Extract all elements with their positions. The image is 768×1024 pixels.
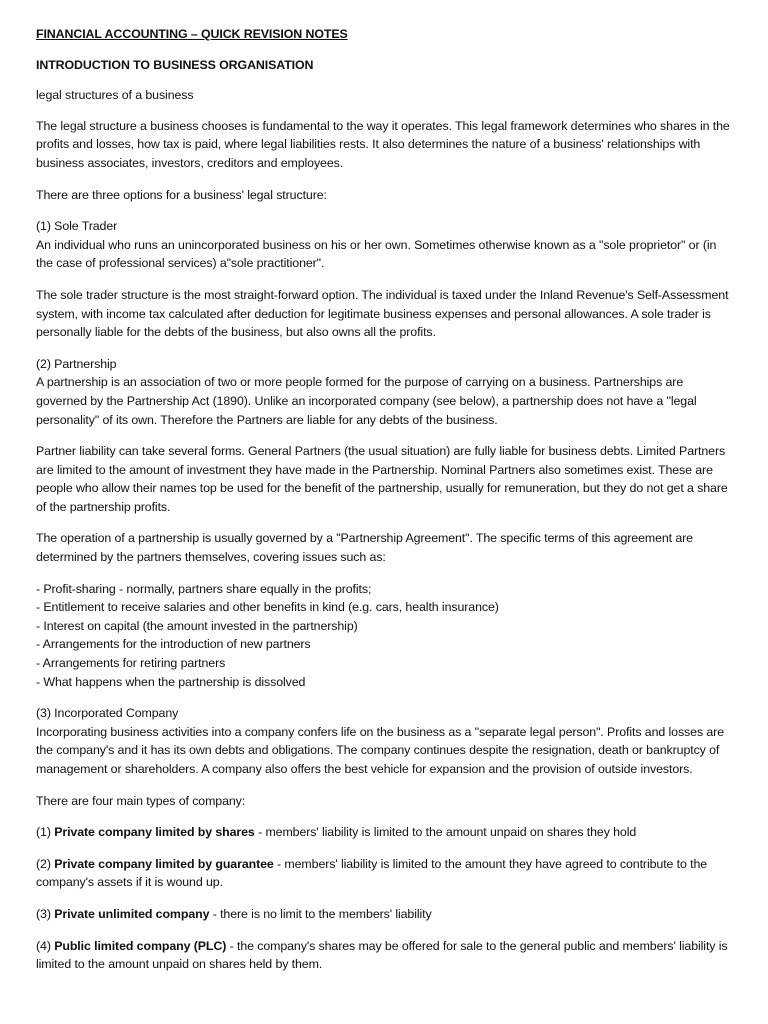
company-type-number: (4) [36,938,55,953]
partnership-heading: (2) Partnership [36,356,117,371]
list-item: - Entitlement to receive salaries and other benefits in kind (e.g. cars, health insurance) [36,600,499,615]
sole-trader-detail: The sole trader structure is the most straight-forward option. The individual is taxed under the Inland Revenue's Self-Assessment system, with income tax calculated after deduction for legitimate business expenses and personal allowances. A sole trader is personally liable for the debts of the business, but also owns all the profits. [36,287,729,340]
company-definition: Incorporating business activities into a company confers life on the business as a "separate legal person". Profits and losses are the company's and it has its own debts and obligations. The company continues despite the resignation, death or bankruptcy of management or shareholders. A company also offers the best vehicle for expansion and the provision of outside investors. [36,724,724,776]
section-heading: INTRODUCTION TO BUSINESS ORGANISATION [36,57,314,72]
company-type-name: Private unlimited company [54,906,210,921]
company-type-name: Public limited company (PLC) [54,938,227,953]
company-type-item [36,823,736,842]
partnership-liability: Partner liability can take several forms. General Partners (the usual situation) are fully liable for business debts. Limited Partners are limited to the amount of investment they have made in the Partnership. Nominal Partners also sometimes exist. These are people who allow their names top be used for the benefit of the partnership, usually for remuneration, but they do not get a share of the partnership profits. [36,444,728,514]
company-type-description: - members' liability is limited to the amount they have agreed to contribute to the company's assets if it is wound up. [36,856,708,890]
list-item: - Arrangements for the introduction of new partners [36,637,311,652]
company-type-name: Private company limited by shares [54,825,255,840]
partnership-block [36,355,736,429]
company-block [36,704,736,778]
company-type-number: (1) [36,825,55,840]
company-type-description: - there is no limit to the members' liability [209,906,432,921]
sole-trader-block [36,217,736,273]
list-item: - What happens when the partnership is dissolved [36,674,306,689]
document-page [36,25,736,987]
document-title: FINANCIAL ACCOUNTING – QUICK REVISION NOTES [36,27,348,41]
company-heading: (3) Incorporated Company [36,706,179,721]
sole-trader-definition: An individual who runs an unincorporated business on his or her own. Sometimes otherwise known as a "sole proprietor" or (in the case of professional services) a"sole practitioner". [36,237,717,271]
partnership-issues-list [36,580,736,692]
list-item: - Interest on capital (the amount invested in the partnership) [36,618,358,633]
options-intro: There are three options for a business' legal structure: [36,187,327,202]
company-type-description: - the company's shares may be offered for sale to the general public and members' liability is limited to the amount unpaid on shares held by them. [36,938,728,972]
company-type-item [36,905,736,924]
company-type-item [36,937,736,974]
company-types-intro: There are four main types of company: [36,793,246,808]
sub-heading: legal structures of a business [36,88,194,103]
list-item: - Arrangements for retiring partners [36,656,226,671]
company-type-description: - members' liability is limited to the amount unpaid on shares they hold [254,825,637,840]
partnership-definition: A partnership is an association of two or more people formed for the purpose of carrying on a business. Partnerships are governed by the Partnership Act (1890). Unlike an incorporated company (see below), a partnership does not have a "legal personality" of its own. Therefore the Partners are liable for any debts of the business. [36,375,697,427]
intro-paragraph: The legal structure a business chooses is fundamental to the way it operates. This legal framework determines who shares in the profits and losses, how tax is paid, where legal liabilities rests. It also determines the nature of a business' relationships with business associates, investors, creditors and employees. [36,118,730,170]
company-type-number: (3) [36,906,55,921]
partnership-agreement: The operation of a partnership is usually governed by a "Partnership Agreement". The specific terms of this agreement are determined by the partners themselves, covering issues such as: [36,531,693,565]
sole-trader-heading: (1) Sole Trader [36,219,118,234]
company-type-number: (2) [36,856,55,871]
company-type-name: Private company limited by guarantee [54,856,274,871]
list-item: - Profit-sharing - normally, partners share equally in the profits; [36,581,372,596]
company-type-item [36,855,736,892]
